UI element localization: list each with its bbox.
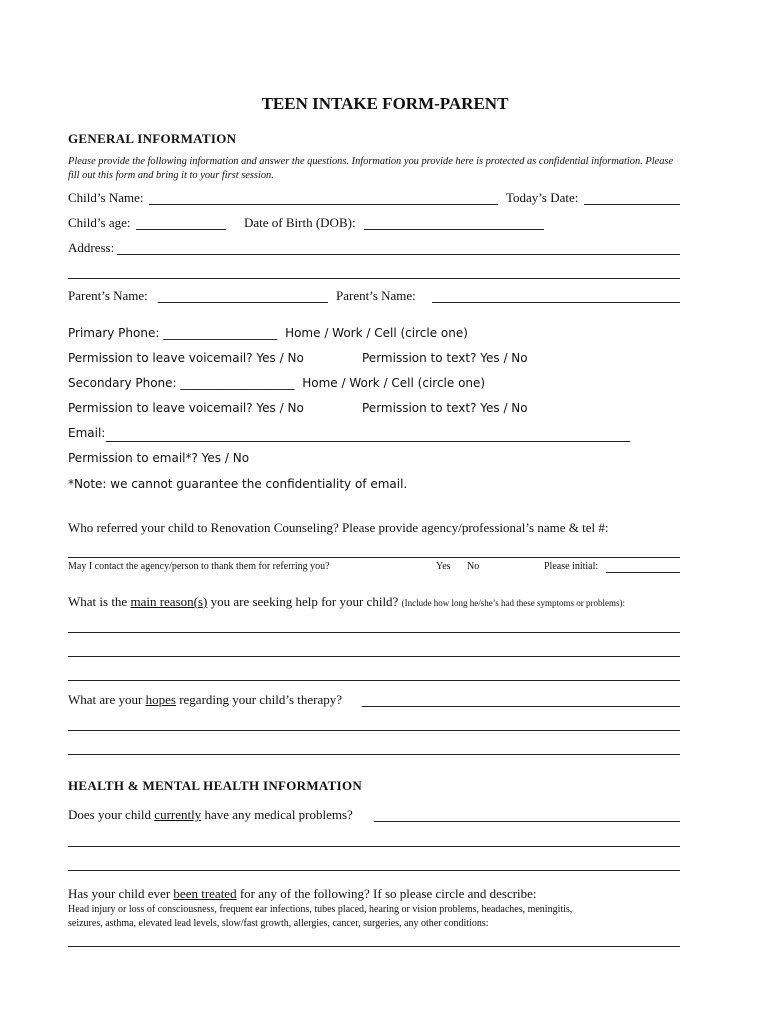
primary-phone-type-options[interactable]: Home / Work / Cell (circle one) [285, 326, 468, 340]
todays-date-field[interactable] [584, 204, 680, 205]
childs-name-field[interactable] [149, 204, 498, 205]
initial-label: Please initial: [544, 561, 599, 572]
parent-name-label-2: Parent’s Name: [336, 288, 416, 303]
health-heading: HEALTH & MENTAL HEALTH INFORMATION [68, 778, 363, 793]
primary-phone-row [68, 326, 468, 340]
contact-permission-question: May I contact the agency/person to thank them for referring you? [68, 561, 330, 572]
medical-emphasis: currently [154, 807, 202, 822]
primary-phone-field[interactable]: ___________________ [163, 326, 278, 340]
hopes-suffix: regarding your child’s therapy? [175, 692, 343, 707]
parent-name-field-2[interactable] [432, 302, 680, 303]
address-field-line-2[interactable] [68, 278, 680, 279]
contact-no-option[interactable]: No [467, 561, 480, 572]
text-permission-2[interactable]: Permission to text? Yes / No [362, 401, 528, 415]
main-reason-suffix: you are seeking help for your child? [207, 594, 399, 609]
medical-problems-field[interactable] [374, 821, 680, 822]
address-label: Address: [68, 240, 115, 255]
main-reason-emphasis: main reason(s) [130, 594, 208, 609]
email-label: Email: [68, 426, 106, 440]
dob-field[interactable] [364, 229, 544, 230]
treated-suffix: for any of the following? If so please circle and describe: [236, 886, 537, 901]
email-permission[interactable]: Permission to email*? Yes / No [68, 451, 250, 465]
hopes-line-2[interactable] [68, 730, 680, 731]
hopes-field[interactable] [362, 706, 680, 707]
childs-name-label: Child’s Name: [68, 190, 144, 205]
hopes-emphasis: hopes [145, 692, 176, 707]
conditions-answer-line[interactable] [68, 946, 680, 947]
medical-problems-question [68, 807, 353, 823]
main-reason-note: (Include how long he/she’s had these symptoms or problems): [401, 598, 626, 608]
main-reason-prefix: What is the [68, 594, 131, 609]
initial-field[interactable] [606, 572, 680, 573]
secondary-phone-type-options[interactable]: Home / Work / Cell (circle one) [302, 376, 486, 390]
hopes-prefix: What are your [68, 692, 146, 707]
secondary-phone-field[interactable]: ___________________ [180, 376, 295, 390]
hopes-line-3[interactable] [68, 754, 680, 755]
parent-name-field-1[interactable] [158, 302, 328, 303]
contact-yes-option[interactable]: Yes [436, 561, 451, 572]
medical-prefix: Does your child [68, 807, 155, 822]
treated-prefix: Has your child ever [68, 886, 174, 901]
childs-age-field[interactable] [136, 229, 226, 230]
primary-phone-label: Primary Phone: [68, 326, 160, 340]
form-title: TEEN INTAKE FORM-PARENT [261, 94, 509, 113]
dob-label: Date of Birth (DOB): [244, 215, 356, 230]
email-note: *Note: we cannot guarantee the confidentiality of email. [68, 477, 408, 491]
general-information-heading: GENERAL INFORMATION [68, 131, 237, 146]
childs-age-label: Child’s age: [68, 215, 131, 230]
text-permission-1[interactable]: Permission to text? Yes / No [362, 351, 528, 365]
secondary-phone-row [68, 376, 485, 390]
secondary-phone-label: Secondary Phone: [68, 376, 177, 390]
main-reason-line-1[interactable] [68, 632, 680, 633]
conditions-list-line-2[interactable]: seizures, asthma, elevated lead levels, slow/fast growth, allergies, cancer, surgeries, any other conditions: [68, 918, 489, 929]
medical-problems-line-3[interactable] [68, 870, 680, 871]
conditions-list-line-1[interactable]: Head injury or loss of consciousness, frequent ear infections, tubes placed, hearing or vision problems, headaches, meningitis, [68, 904, 573, 915]
main-reason-question [68, 594, 625, 610]
voicemail-permission-1[interactable]: Permission to leave voicemail? Yes / No [68, 351, 304, 365]
main-reason-line-3[interactable] [68, 680, 680, 681]
email-field[interactable] [106, 441, 630, 442]
treated-emphasis: been treated [173, 886, 237, 901]
medical-problems-line-2[interactable] [68, 846, 680, 847]
address-field[interactable] [117, 254, 680, 255]
treated-question [68, 886, 537, 902]
intro-text: Please provide the following information and answer the questions. Information you provide here is protected as confidential information. Please fill out this form and bring it to your first session. [68, 156, 674, 181]
medical-suffix: have any medical problems? [201, 807, 353, 822]
todays-date-label: Today’s Date: [506, 190, 579, 205]
parent-name-label-1: Parent’s Name: [68, 288, 148, 303]
referral-answer-field[interactable] [68, 557, 680, 558]
referral-question: Who referred your child to Renovation Counseling? Please provide agency/professional’s name & tel #: [68, 520, 609, 535]
hopes-question [68, 692, 342, 708]
voicemail-permission-2[interactable]: Permission to leave voicemail? Yes / No [68, 401, 304, 415]
main-reason-line-2[interactable] [68, 656, 680, 657]
